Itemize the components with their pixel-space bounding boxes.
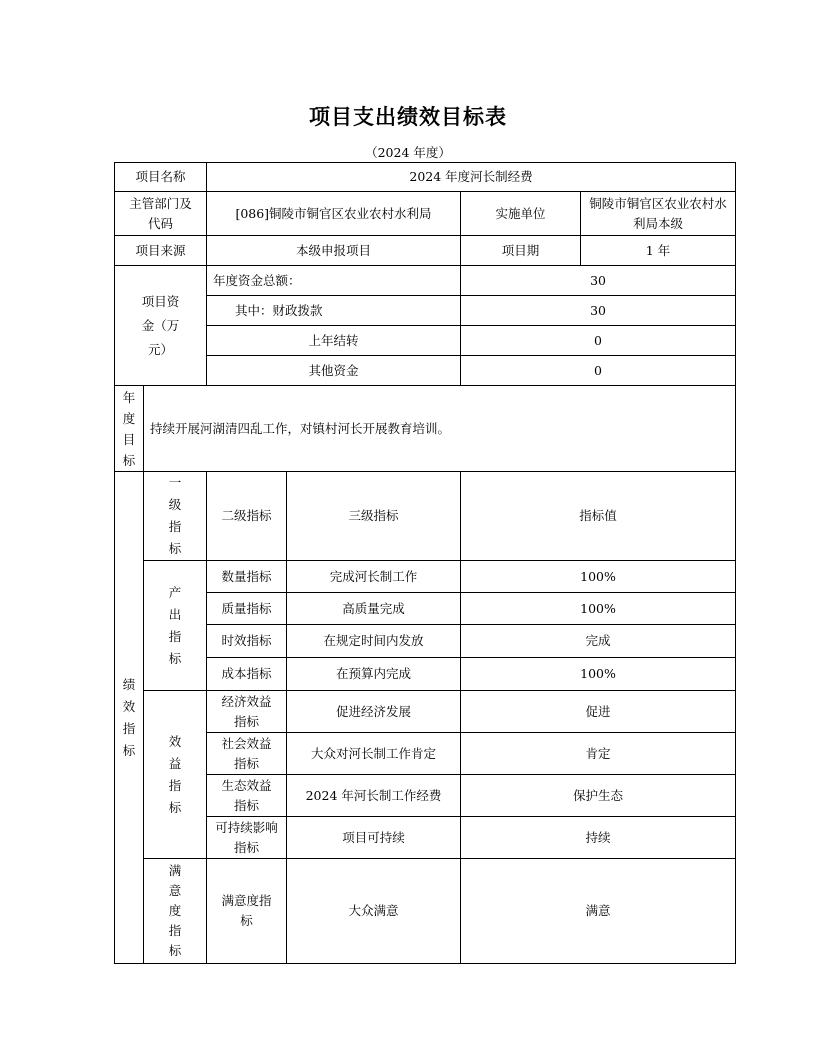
indicator-level3: 在预算内完成 bbox=[287, 658, 461, 691]
source-value: 本级申报项目 bbox=[207, 236, 461, 266]
fund-fiscal-label: 其中：财政拨款 bbox=[207, 296, 461, 326]
performance-target-table bbox=[114, 162, 736, 964]
indicator-level2: 社会效益指标 bbox=[207, 733, 287, 775]
indicator-level3: 促进经济发展 bbox=[287, 691, 461, 733]
performance-label: 绩效指标 bbox=[115, 472, 144, 964]
indicator-value: 肯定 bbox=[461, 733, 736, 775]
indicator-level3: 在规定时间内发放 bbox=[287, 625, 461, 658]
benefit-indicator-label: 效益指标 bbox=[144, 691, 207, 859]
fund-total-value: 30 bbox=[461, 266, 736, 296]
indicator-level2: 数量指标 bbox=[207, 561, 287, 593]
annual-goal-text: 持续开展河湖清四乱工作，对镇村河长开展教育培训。 bbox=[144, 386, 736, 472]
fund-carryover-label: 上年结转 bbox=[207, 326, 461, 356]
indicator-level3: 完成河长制工作 bbox=[287, 561, 461, 593]
output-indicator-label: 产出指标 bbox=[144, 561, 207, 691]
indicator-value: 完成 bbox=[461, 625, 736, 658]
indicator-level3: 2024 年河长制工作经费 bbox=[287, 775, 461, 817]
annual-goal-label: 年度目标 bbox=[115, 386, 144, 472]
indicator-value: 100% bbox=[461, 658, 736, 691]
period-label: 项目期 bbox=[461, 236, 581, 266]
indicator-level2: 满意度指标 bbox=[207, 859, 287, 964]
indicator-value: 促进 bbox=[461, 691, 736, 733]
indicator-level2: 可持续影响指标 bbox=[207, 817, 287, 859]
satisfaction-indicator-label: 满意度指标 bbox=[144, 859, 207, 964]
indicator-level3: 项目可持续 bbox=[287, 817, 461, 859]
fund-total-label: 年度资金总额： bbox=[207, 266, 461, 296]
year-note: （2024 年度） bbox=[365, 145, 451, 160]
indicator-value: 满意 bbox=[461, 859, 736, 964]
indicator-level2: 经济效益指标 bbox=[207, 691, 287, 733]
fund-other-value: 0 bbox=[461, 356, 736, 386]
indicator-value: 100% bbox=[461, 561, 736, 593]
indicator-level3: 大众对河长制工作肯定 bbox=[287, 733, 461, 775]
indicator-level2: 成本指标 bbox=[207, 658, 287, 691]
header-level3: 三级指标 bbox=[287, 472, 461, 561]
indicator-level2: 时效指标 bbox=[207, 625, 287, 658]
fund-other-label: 其他资金 bbox=[207, 356, 461, 386]
fund-carryover-value: 0 bbox=[461, 326, 736, 356]
indicator-value: 100% bbox=[461, 593, 736, 625]
page-title: 项目支出绩效目标表 bbox=[309, 104, 507, 129]
project-name-value: 2024 年度河长制经费 bbox=[207, 163, 736, 192]
source-label: 项目来源 bbox=[115, 236, 207, 266]
indicator-value: 持续 bbox=[461, 817, 736, 859]
period-value: 1 年 bbox=[581, 236, 736, 266]
project-name-label: 项目名称 bbox=[115, 163, 207, 192]
funds-label: 项目资金（万元） bbox=[115, 266, 207, 386]
header-value: 指标值 bbox=[461, 472, 736, 561]
fund-fiscal-value: 30 bbox=[461, 296, 736, 326]
indicator-level2: 质量指标 bbox=[207, 593, 287, 625]
indicator-level3: 大众满意 bbox=[287, 859, 461, 964]
header-level2: 二级指标 bbox=[207, 472, 287, 561]
dept-value: [086]铜陵市铜官区农业农村水利局 bbox=[207, 192, 461, 236]
impl-value: 铜陵市铜官区农业农村水利局本级 bbox=[581, 192, 736, 236]
indicator-value: 保护生态 bbox=[461, 775, 736, 817]
impl-label: 实施单位 bbox=[461, 192, 581, 236]
indicator-level2: 生态效益指标 bbox=[207, 775, 287, 817]
indicator-level3: 高质量完成 bbox=[287, 593, 461, 625]
dept-label: 主管部门及代码 bbox=[115, 192, 207, 236]
header-level1: 一级指标 bbox=[144, 472, 207, 561]
